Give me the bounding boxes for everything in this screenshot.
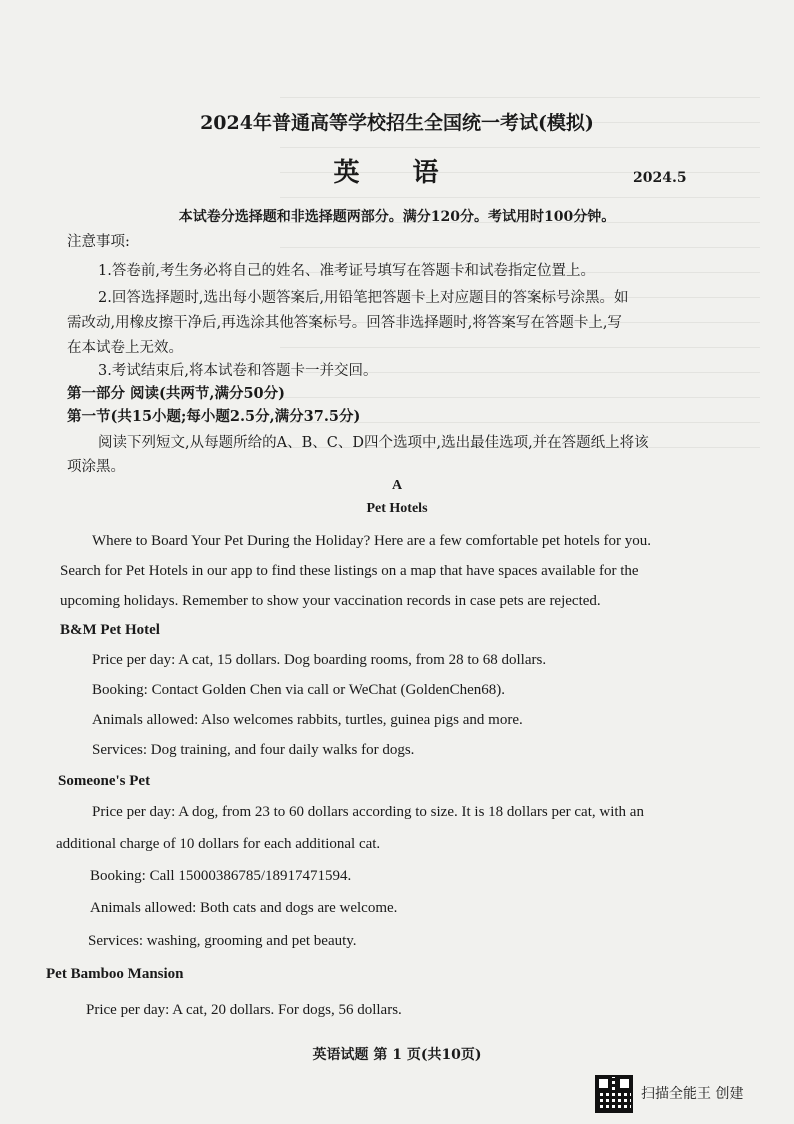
section1-heading: 第一节(共15小题;每小题2.5分,满分37.5分) (67, 408, 361, 425)
hotel-price: Price per day: A cat, 20 dollars. For dogs, 56 dollars. (86, 1002, 402, 1018)
hotel-name: B&M Pet Hotel (60, 622, 160, 638)
qr-code-icon (597, 1077, 631, 1111)
part1-heading: 第一部分 阅读(共两节,满分50分) (67, 385, 285, 402)
exam-title: 2024年普通高等学校招生全国统一考试(模拟) (200, 112, 594, 134)
exam-date: 2024.5 (633, 170, 687, 186)
hotel-animals: Animals allowed: Also welcomes rabbits, turtles, guinea pigs and more. (92, 712, 523, 728)
hotel-name: Someone's Pet (58, 773, 151, 789)
hotel-services: Services: Dog training, and four daily walks for dogs. (92, 742, 415, 758)
passage-title: Pet Hotels (366, 501, 428, 516)
subject-title: 英 语 (333, 158, 461, 188)
passage-letter: A (391, 478, 403, 493)
notes-item-1: 1.答卷前,考生务必将自己的姓名、准考证号填写在答题卡和试卷指定位置上。 (98, 263, 595, 279)
score-info: 本试卷分选择题和非选择题两部分。满分120分。考试用时100分钟。 (178, 209, 616, 225)
hotel-booking: Booking: Contact Golden Chen via call or WeChat (GoldenChen68). (92, 682, 506, 698)
hotel-services: Services: washing, grooming and pet beauty. (88, 933, 357, 949)
page-footer: 英语试题 第 1 页(共10页) (312, 1047, 482, 1063)
notes-item-2-line-2: 需改动,用橡皮擦干净后,再选涂其他答案标号。回答非选择题时,将答案写在答题卡上,写 (67, 315, 622, 331)
hotel-booking: Booking: Call 15000386785/18917471594. (90, 868, 352, 884)
notes-item-2-line-3: 在本试卷上无效。 (67, 340, 183, 356)
notes-heading: 注意事项: (67, 234, 130, 250)
instruction-line-1: 阅读下列短文,从每题所给的A、B、C、D四个选项中,选出最佳选项,并在答题纸上将该 (98, 435, 649, 451)
intro-line-1: Where to Board Your Pet During the Holiday? Here are a few comfortable pet hotels for you. (92, 533, 651, 549)
instruction-line-2: 项涂黑。 (67, 459, 125, 475)
hotel-price: Price per day: A cat, 15 dollars. Dog boarding rooms, from 28 to 68 dollars. (92, 652, 547, 668)
hotel-animals: Animals allowed: Both cats and dogs are welcome. (90, 900, 398, 916)
hotel-price-line-2: additional charge of 10 dollars for each additional cat. (56, 836, 381, 852)
intro-line-3: upcoming holidays. Remember to show your vaccination records in case pets are rejected. (60, 593, 601, 609)
hotel-price-line-1: Price per day: A dog, from 23 to 60 dollars according to size. It is 18 dollars per cat, with an (92, 804, 644, 820)
notes-item-2-line-1: 2.回答选择题时,选出每小题答案后,用铅笔把答题卡上对应题目的答案标号涂黑。如 (98, 290, 629, 306)
notes-item-3: 3.考试结束后,将本试卷和答题卡一并交回。 (98, 363, 378, 379)
hotel-name: Pet Bamboo Mansion (46, 966, 184, 982)
intro-line-2: Search for Pet Hotels in our app to find these listings on a map that have spaces available for the (60, 563, 639, 579)
scanner-watermark: 扫描全能王 创建 (641, 1086, 744, 1102)
